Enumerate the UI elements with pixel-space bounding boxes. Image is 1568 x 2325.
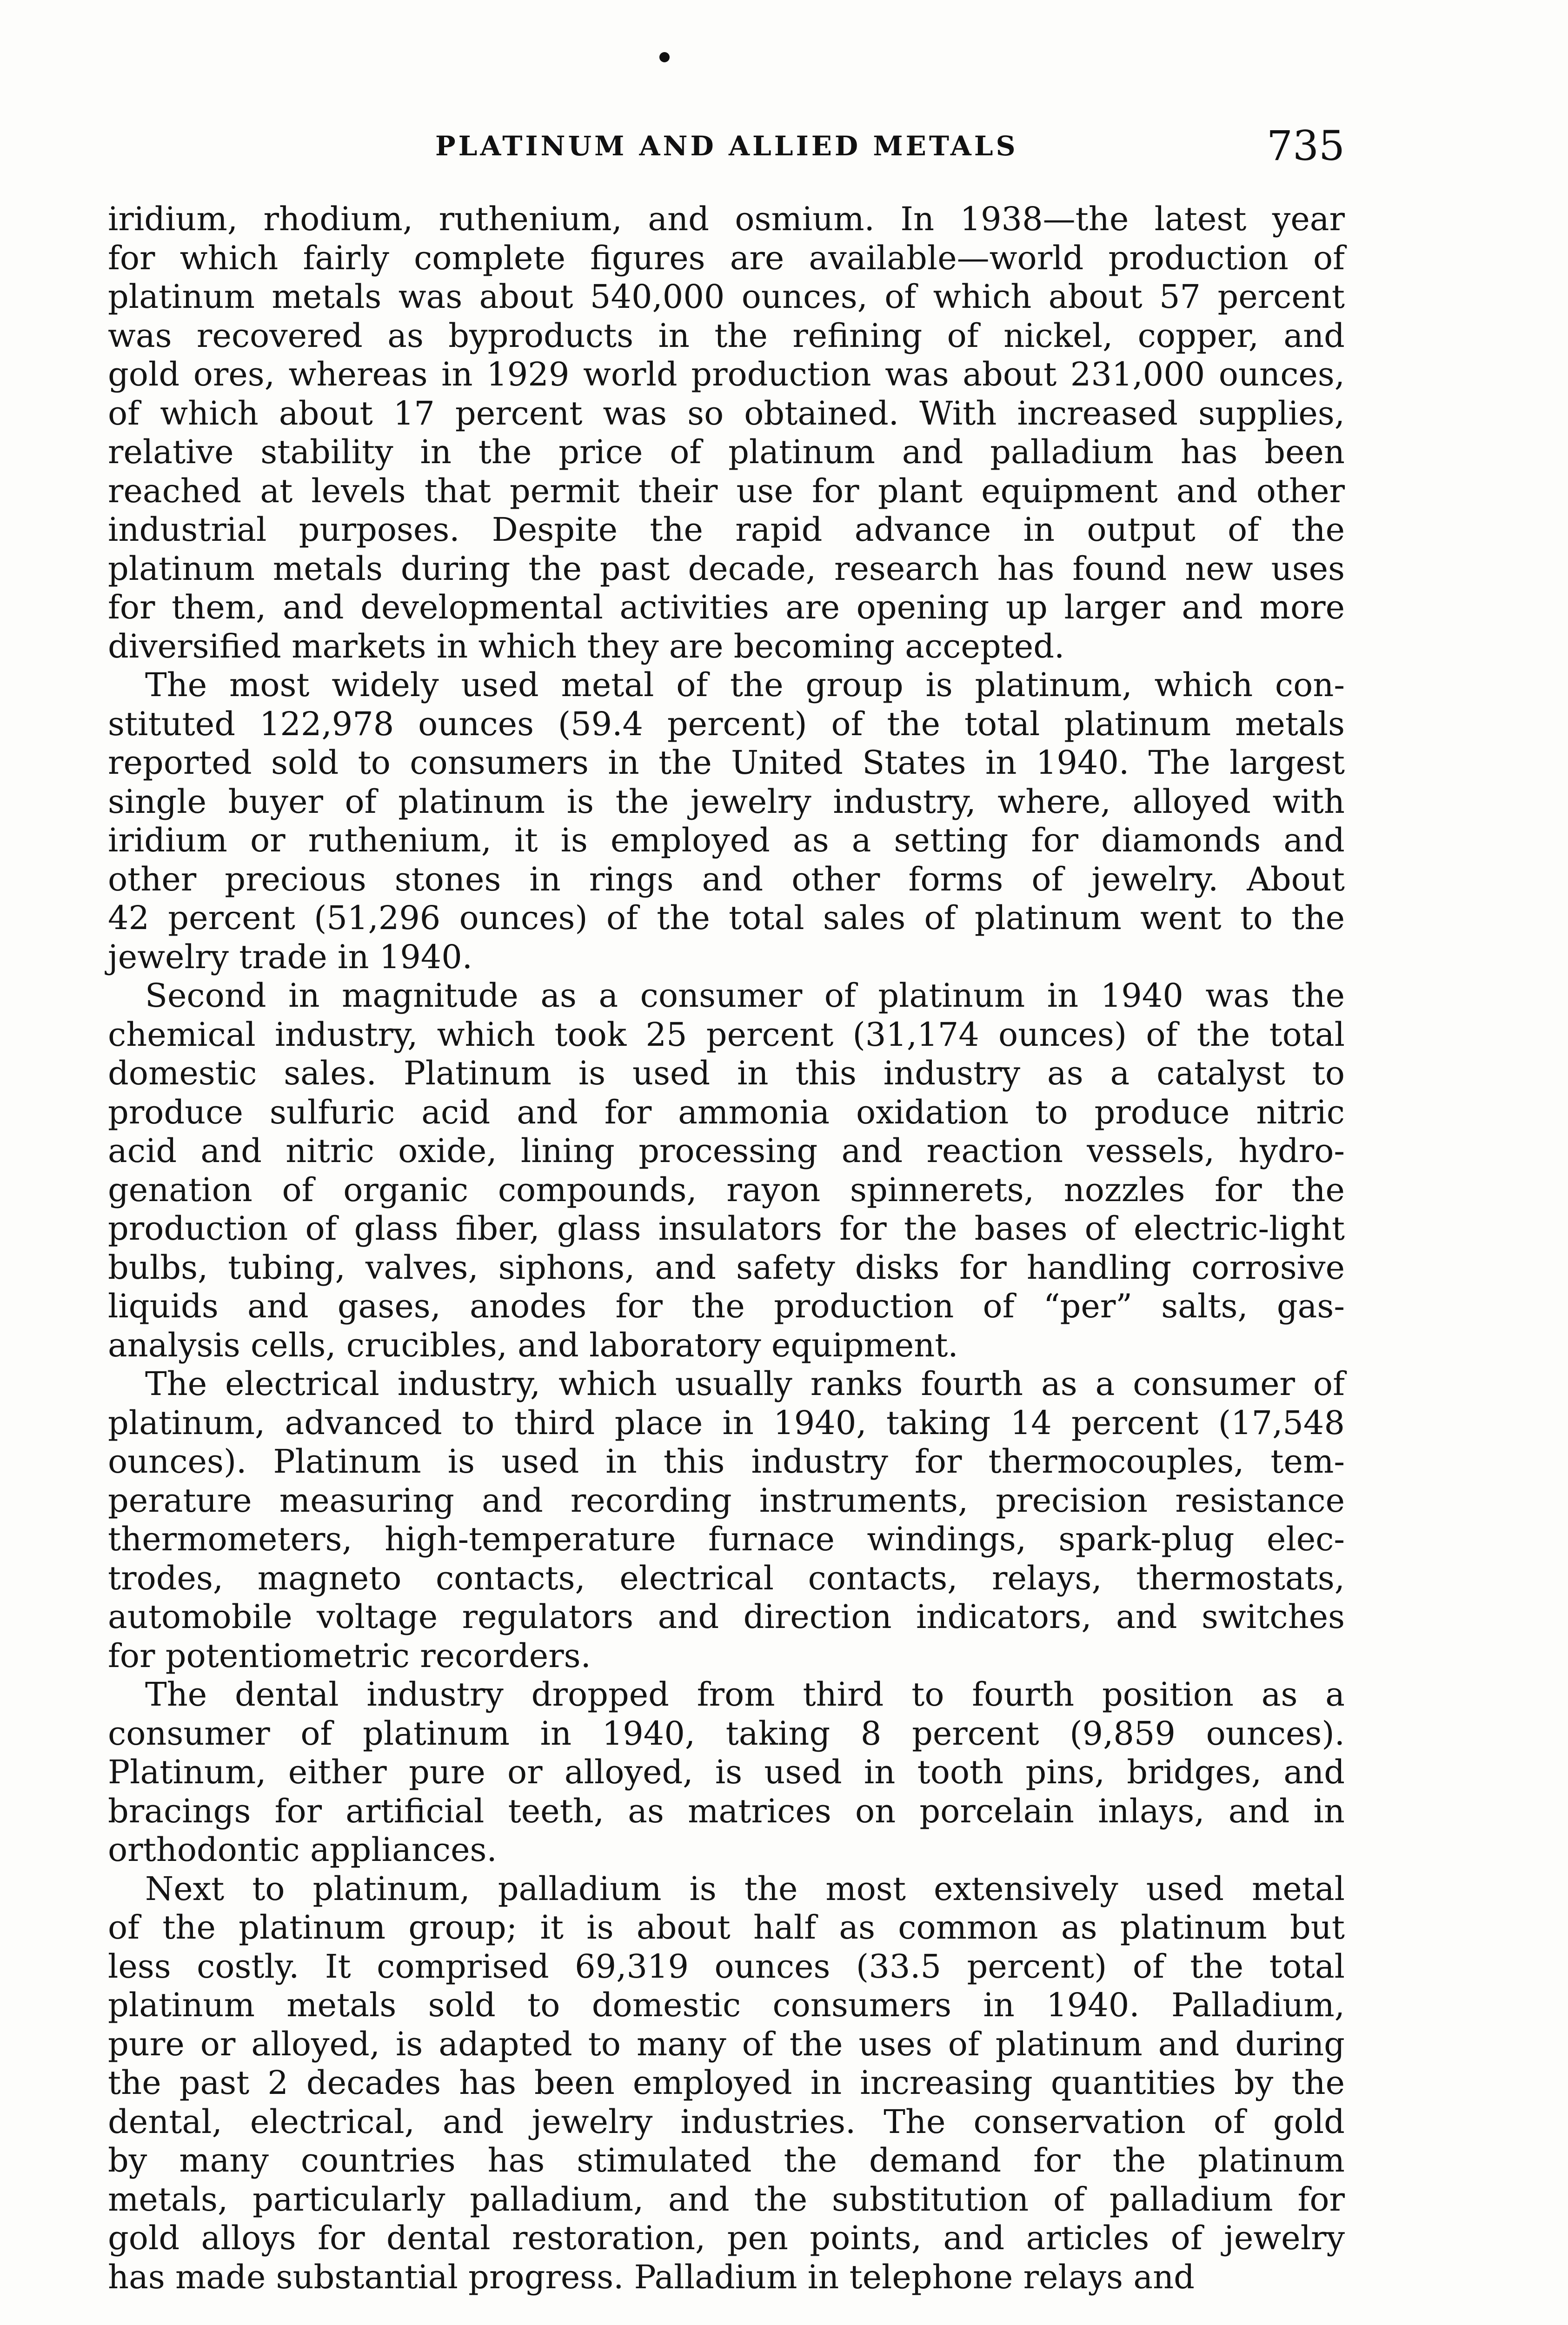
text-line: other precious stones in rings and other forms of jewelry. About: [108, 860, 1345, 898]
text-line: platinum metals was about 540,000 ounces, of which about 57 percent: [108, 278, 1345, 316]
text-line: Second in magnitude as a consumer of platinum in 1940 was the: [145, 976, 1345, 1015]
text-line: reached at levels that permit their use for plant equipment and other: [108, 472, 1345, 510]
text-line: metals, particularly palladium, and the substitution of palladium for: [108, 2180, 1345, 2219]
text-line: has made substantial progress. Palladium in telephone relays and: [108, 2258, 1195, 2296]
text-line: acid and nitric oxide, lining processing and reaction vessels, hydro-: [108, 1132, 1345, 1170]
text-line: trodes, magneto contacts, electrical contacts, relays, thermostats,: [108, 1559, 1345, 1597]
text-line: gold ores, whereas in 1929 world production was about 231,000 ounces,: [108, 355, 1345, 393]
text-line: was recovered as byproducts in the refining of nickel, copper, and: [108, 316, 1345, 355]
text-line: dental, electrical, and jewelry industries. The conservation of gold: [108, 2102, 1345, 2141]
text-line: of which about 17 percent was so obtained. With increased supplies,: [108, 394, 1345, 432]
text-line: reported sold to consumers in the United States in 1940. The largest: [108, 744, 1345, 782]
paragraph: [108, 200, 1345, 666]
text-line: consumer of platinum in 1940, taking 8 percent (9,859 ounces).: [108, 1714, 1345, 1753]
text-line: diversified markets in which they are becoming accepted.: [108, 627, 1065, 665]
paragraph: [108, 1365, 1345, 1675]
text-line: platinum, advanced to third place in 1940, taking 14 percent (17,548: [108, 1403, 1345, 1442]
text-line: automobile voltage regulators and direction indicators, and switches: [108, 1598, 1345, 1636]
text-line: orthodontic appliances.: [108, 1831, 497, 1869]
text-line: perature measuring and recording instruments, precision resistance: [108, 1481, 1345, 1520]
text-line: pure or alloyed, is adapted to many of the uses of platinum and during: [108, 2025, 1345, 2063]
page-header: [108, 122, 1345, 173]
text-line: The electrical industry, which usually ranks fourth as a consumer of: [145, 1365, 1345, 1403]
text-line: The most widely used metal of the group is platinum, which con-: [145, 666, 1345, 704]
text-line: of the platinum group; it is about half as common as platinum but: [108, 1908, 1345, 1946]
text-line: by many countries has stimulated the demand for the platinum: [108, 2141, 1345, 2179]
paragraph: [108, 1870, 1345, 2297]
text-line: platinum metals sold to domestic consumers in 1940. Palladium,: [108, 1986, 1345, 2024]
text-line: produce sulfuric acid and for ammonia oxidation to produce nitric: [108, 1093, 1345, 1131]
text-line: relative stability in the price of platinum and palladium has been: [108, 433, 1345, 471]
text-line: the past 2 decades has been employed in increasing quantities by the: [108, 2064, 1345, 2102]
text-line: liquids and gases, anodes for the production of “per” salts, gas-: [108, 1287, 1345, 1325]
text-line: single buyer of platinum is the jewelry industry, where, alloyed with: [108, 782, 1345, 821]
body-text: [108, 200, 1345, 2297]
text-line: The dental industry dropped from third to fourth position as a: [145, 1675, 1345, 1714]
text-line: genation of organic compounds, rayon spinnerets, nozzles for the: [108, 1170, 1345, 1209]
text-line: iridium, rhodium, ruthenium, and osmium. In 1938—the latest year: [108, 200, 1345, 238]
text-line: chemical industry, which took 25 percent (31,174 ounces) of the total: [108, 1015, 1345, 1054]
text-line: production of glass fiber, glass insulators for the bases of electric-light: [108, 1209, 1345, 1248]
text-line: bulbs, tubing, valves, siphons, and safety disks for handling corrosive: [108, 1248, 1345, 1287]
text-line: bracings for artificial teeth, as matrices on porcelain inlays, and in: [108, 1792, 1345, 1830]
paragraph: [108, 1675, 1345, 1870]
paragraph: [108, 666, 1345, 976]
text-line: for which fairly complete figures are available—world production of: [108, 239, 1345, 277]
text-line: thermometers, high-temperature furnace windings, spark-plug elec-: [108, 1520, 1345, 1558]
paragraph: [108, 976, 1345, 1365]
running-title: PLATINUM AND ALLIED METALS: [435, 130, 1018, 162]
scan-artifact-dot: [659, 52, 670, 62]
text-line: less costly. It comprised 69,319 ounces (33.5 percent) of the total: [108, 1947, 1345, 1986]
text-line: industrial purposes. Despite the rapid advance in output of the: [108, 511, 1345, 549]
page-number: 735: [1267, 122, 1345, 170]
text-line: jewelry trade in 1940.: [108, 937, 473, 976]
text-line: stituted 122,978 ounces (59.4 percent) of the total platinum metals: [108, 704, 1345, 743]
text-line: Next to platinum, palladium is the most extensively used metal: [145, 1869, 1345, 1908]
text-line: Platinum, either pure or alloyed, is used in tooth pins, bridges, and: [108, 1753, 1345, 1791]
text-line: iridium or ruthenium, it is employed as a setting for diamonds and: [108, 821, 1345, 859]
text-line: domestic sales. Platinum is used in this industry as a catalyst to: [108, 1054, 1345, 1092]
text-line: for potentiometric recorders.: [108, 1636, 591, 1675]
text-line: 42 percent (51,296 ounces) of the total sales of platinum went to the: [108, 899, 1345, 937]
text-line: platinum metals during the past decade, research has found new uses: [108, 549, 1345, 588]
text-line: gold alloys for dental restoration, pen points, and articles of jewelry: [108, 2219, 1345, 2257]
text-line: for them, and developmental activities are opening up larger and more: [108, 588, 1345, 626]
text-line: analysis cells, crucibles, and laboratory equipment.: [108, 1326, 958, 1364]
text-line: ounces). Platinum is used in this industry for thermocouples, tem-: [108, 1442, 1345, 1481]
